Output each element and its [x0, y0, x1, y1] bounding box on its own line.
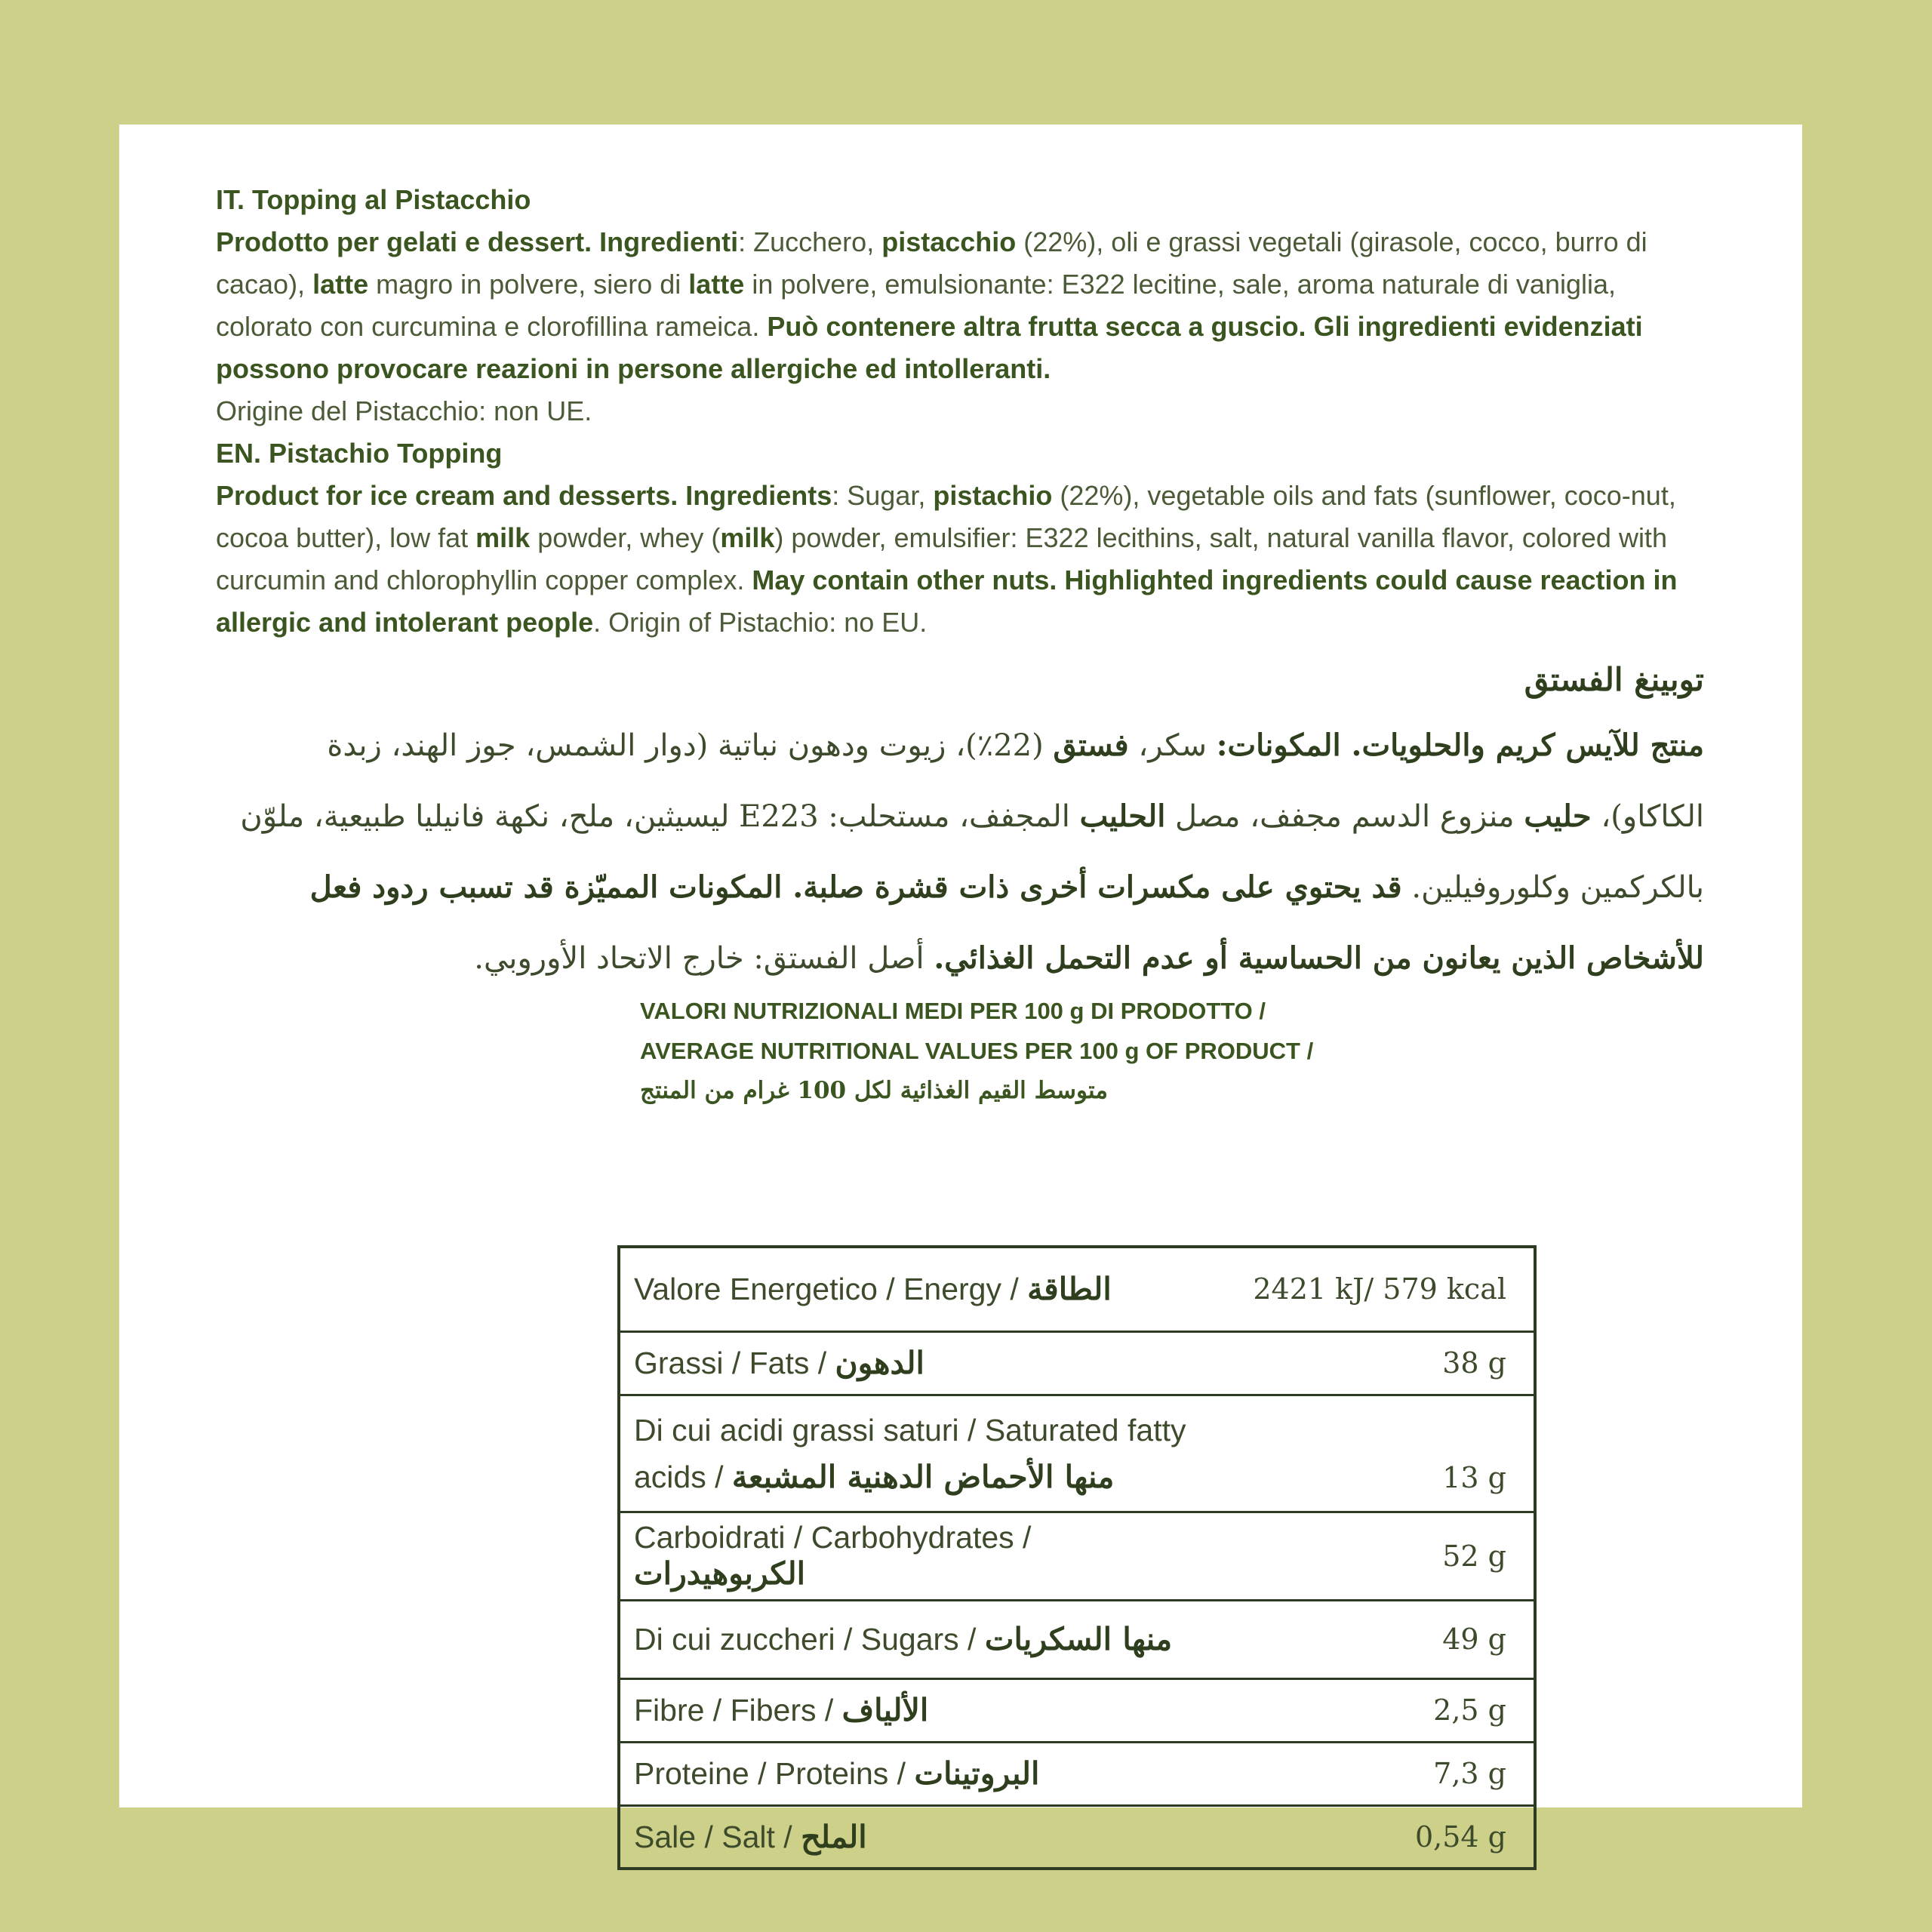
- ingredients-text: [216, 179, 1710, 994]
- nutrient-label: Di cui acidi grassi saturi / Saturated fatty acids / منها الأحماض الدهنية المشبعة: [619, 1395, 1221, 1512]
- table-row: [619, 1600, 1535, 1678]
- nutrient-value: 7,3 g: [1221, 1742, 1535, 1805]
- nutrient-value: 52 g: [1221, 1512, 1535, 1600]
- nutrition-table: [617, 1245, 1537, 1870]
- english-title: EN. Pistachio Topping: [216, 438, 503, 469]
- label-card: [119, 125, 1802, 1855]
- nutrient-value: 2421 kJ/ 579 kcal: [1253, 1272, 1506, 1306]
- table-row: [619, 1395, 1535, 1512]
- nutrition-heading: [640, 991, 1313, 1111]
- table-row: [619, 1805, 1535, 1869]
- table-row: [619, 1512, 1535, 1600]
- english-ingredients: Product for ice cream and desserts. Ingredients: Sugar, pistachio (22%), vegetable oils and fats (sunflower, coco-nut, cocoa butter), low fat milk powder, whey (milk) powder, emulsifier: E322 lecithins, salt, natural vanilla flavor, colored with curcumin and chlorophyllin copper complex. May contain other nuts. Highlighted ingredients could cause reaction in allergic and intolerant people. Origin of Pistachio: no EU.: [216, 480, 1678, 638]
- nutrition-heading-it: VALORI NUTRIZIONALI MEDI PER 100 g DI PRODOTTO /: [640, 998, 1266, 1024]
- nutrient-label: Sale / Salt / الملح: [619, 1805, 1221, 1869]
- nutrient-label: Proteine / Proteins / البروتينات: [619, 1742, 1221, 1805]
- nutrient-label: Grassi / Fats / الدهون: [619, 1331, 1221, 1395]
- nutrient-value: 13 g: [1221, 1395, 1535, 1512]
- table-row: [619, 1742, 1535, 1805]
- italian-section: [216, 179, 1710, 432]
- arabic-title: توبينغ الفستق: [1524, 661, 1704, 698]
- italian-origin: Origine del Pistacchio: non UE.: [216, 395, 592, 426]
- nutrient-label: Valore Energetico / Energy / الطاقة: [634, 1271, 1112, 1308]
- nutrient-label: Fibre / Fibers / الألياف: [619, 1678, 1221, 1742]
- nutrient-value: 38 g: [1221, 1331, 1535, 1395]
- table-row: [619, 1247, 1535, 1331]
- italian-title: IT. Topping al Pistacchio: [216, 184, 531, 215]
- arabic-ingredients: منتج للآيس كريم والحلويات. المكونات: سكر، فستق (22٪)، زيوت ودهون نباتية (دوار الشمس، جوز الهند، زبدة الكاكاو)، حليب منزوع الدسم مجفف، مصل الحليب المجفف، مستحلب: E223 ليسيثين، ملح، نكهة فانيليا طبيعية، ملوّن بالكركمين وكلوروفيلين. قد يحتوي على مكسرات أخرى ذات قشرة صلبة. المكونات المميّزة قد تسبب ردود فعل للأشخاص الذين يعانون من الحساسية أو عدم التحمل الغذائي. أصل الفستق: خارج الاتحاد الأوروبي.: [240, 728, 1704, 976]
- english-section: [216, 432, 1710, 644]
- table-row: [619, 1678, 1535, 1742]
- nutrient-label: Carboidrati / Carbohydrates / الكربوهيدرات: [619, 1512, 1221, 1600]
- italian-ingredients: Prodotto per gelati e dessert. Ingredienti: Zucchero, pistacchio (22%), oli e grassi vegetali (girasole, cocco, burro di cacao), latte magro in polvere, siero di latte in polvere, emulsionante: E322 lecitine, sale, aroma naturale di vaniglia, colorato con curcumina e clorofillina rameica. Può contenere altra frutta secca a guscio. Gli ingredienti evidenziati possono provocare reazioni in persone allergiche ed intolleranti.: [216, 226, 1647, 384]
- nutrient-label: Di cui zuccheri / Sugars / منها السكريات: [619, 1600, 1221, 1678]
- nutrient-value: 0,54 g: [1221, 1805, 1535, 1869]
- table-row: [619, 1331, 1535, 1395]
- nutrient-value: 49 g: [1221, 1600, 1535, 1678]
- nutrition-heading-ar: متوسط القيم الغذائية لكل 100 غرام من المنتج: [640, 1077, 1108, 1104]
- nutrient-value: 2,5 g: [1221, 1678, 1535, 1742]
- nutrition-heading-en: AVERAGE NUTRITIONAL VALUES PER 100 g OF PRODUCT /: [640, 1038, 1314, 1064]
